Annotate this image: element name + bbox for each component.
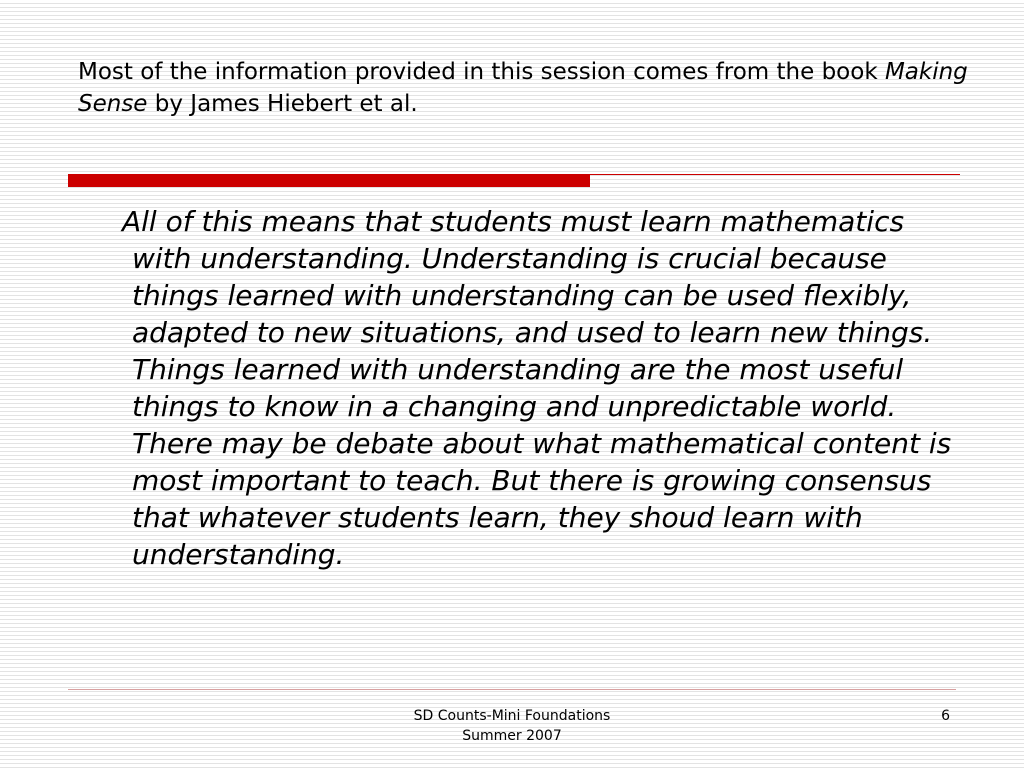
footer-line-2: Summer 2007 [462,728,562,744]
body-paragraph: All of this means that students must learn mathematics with understanding. Understanding is crucial because things learned with understanding can be used flexibly, adapted to new situations, and used to learn new things. Things learned with understanding are the most useful things to know in a changing and unpredictable world. There may be debate about what mathematical content is most important to teach. But there is growing consensus that whatever students learn, they shoud learn with understanding. [122,205,952,571]
book-title: Making Sense [78,59,968,117]
title-text-start: Most of the information provided in this session comes from the book [78,59,885,85]
slide-title [78,56,978,120]
footer-caption [372,706,652,746]
footer-line-1: SD Counts-Mini Foundations [413,708,611,724]
title-text-end: by James Hiebert et al. [147,91,418,117]
footer-divider-line [68,689,956,690]
slide-number: 6 [941,708,950,724]
title-accent-bar [68,174,590,187]
